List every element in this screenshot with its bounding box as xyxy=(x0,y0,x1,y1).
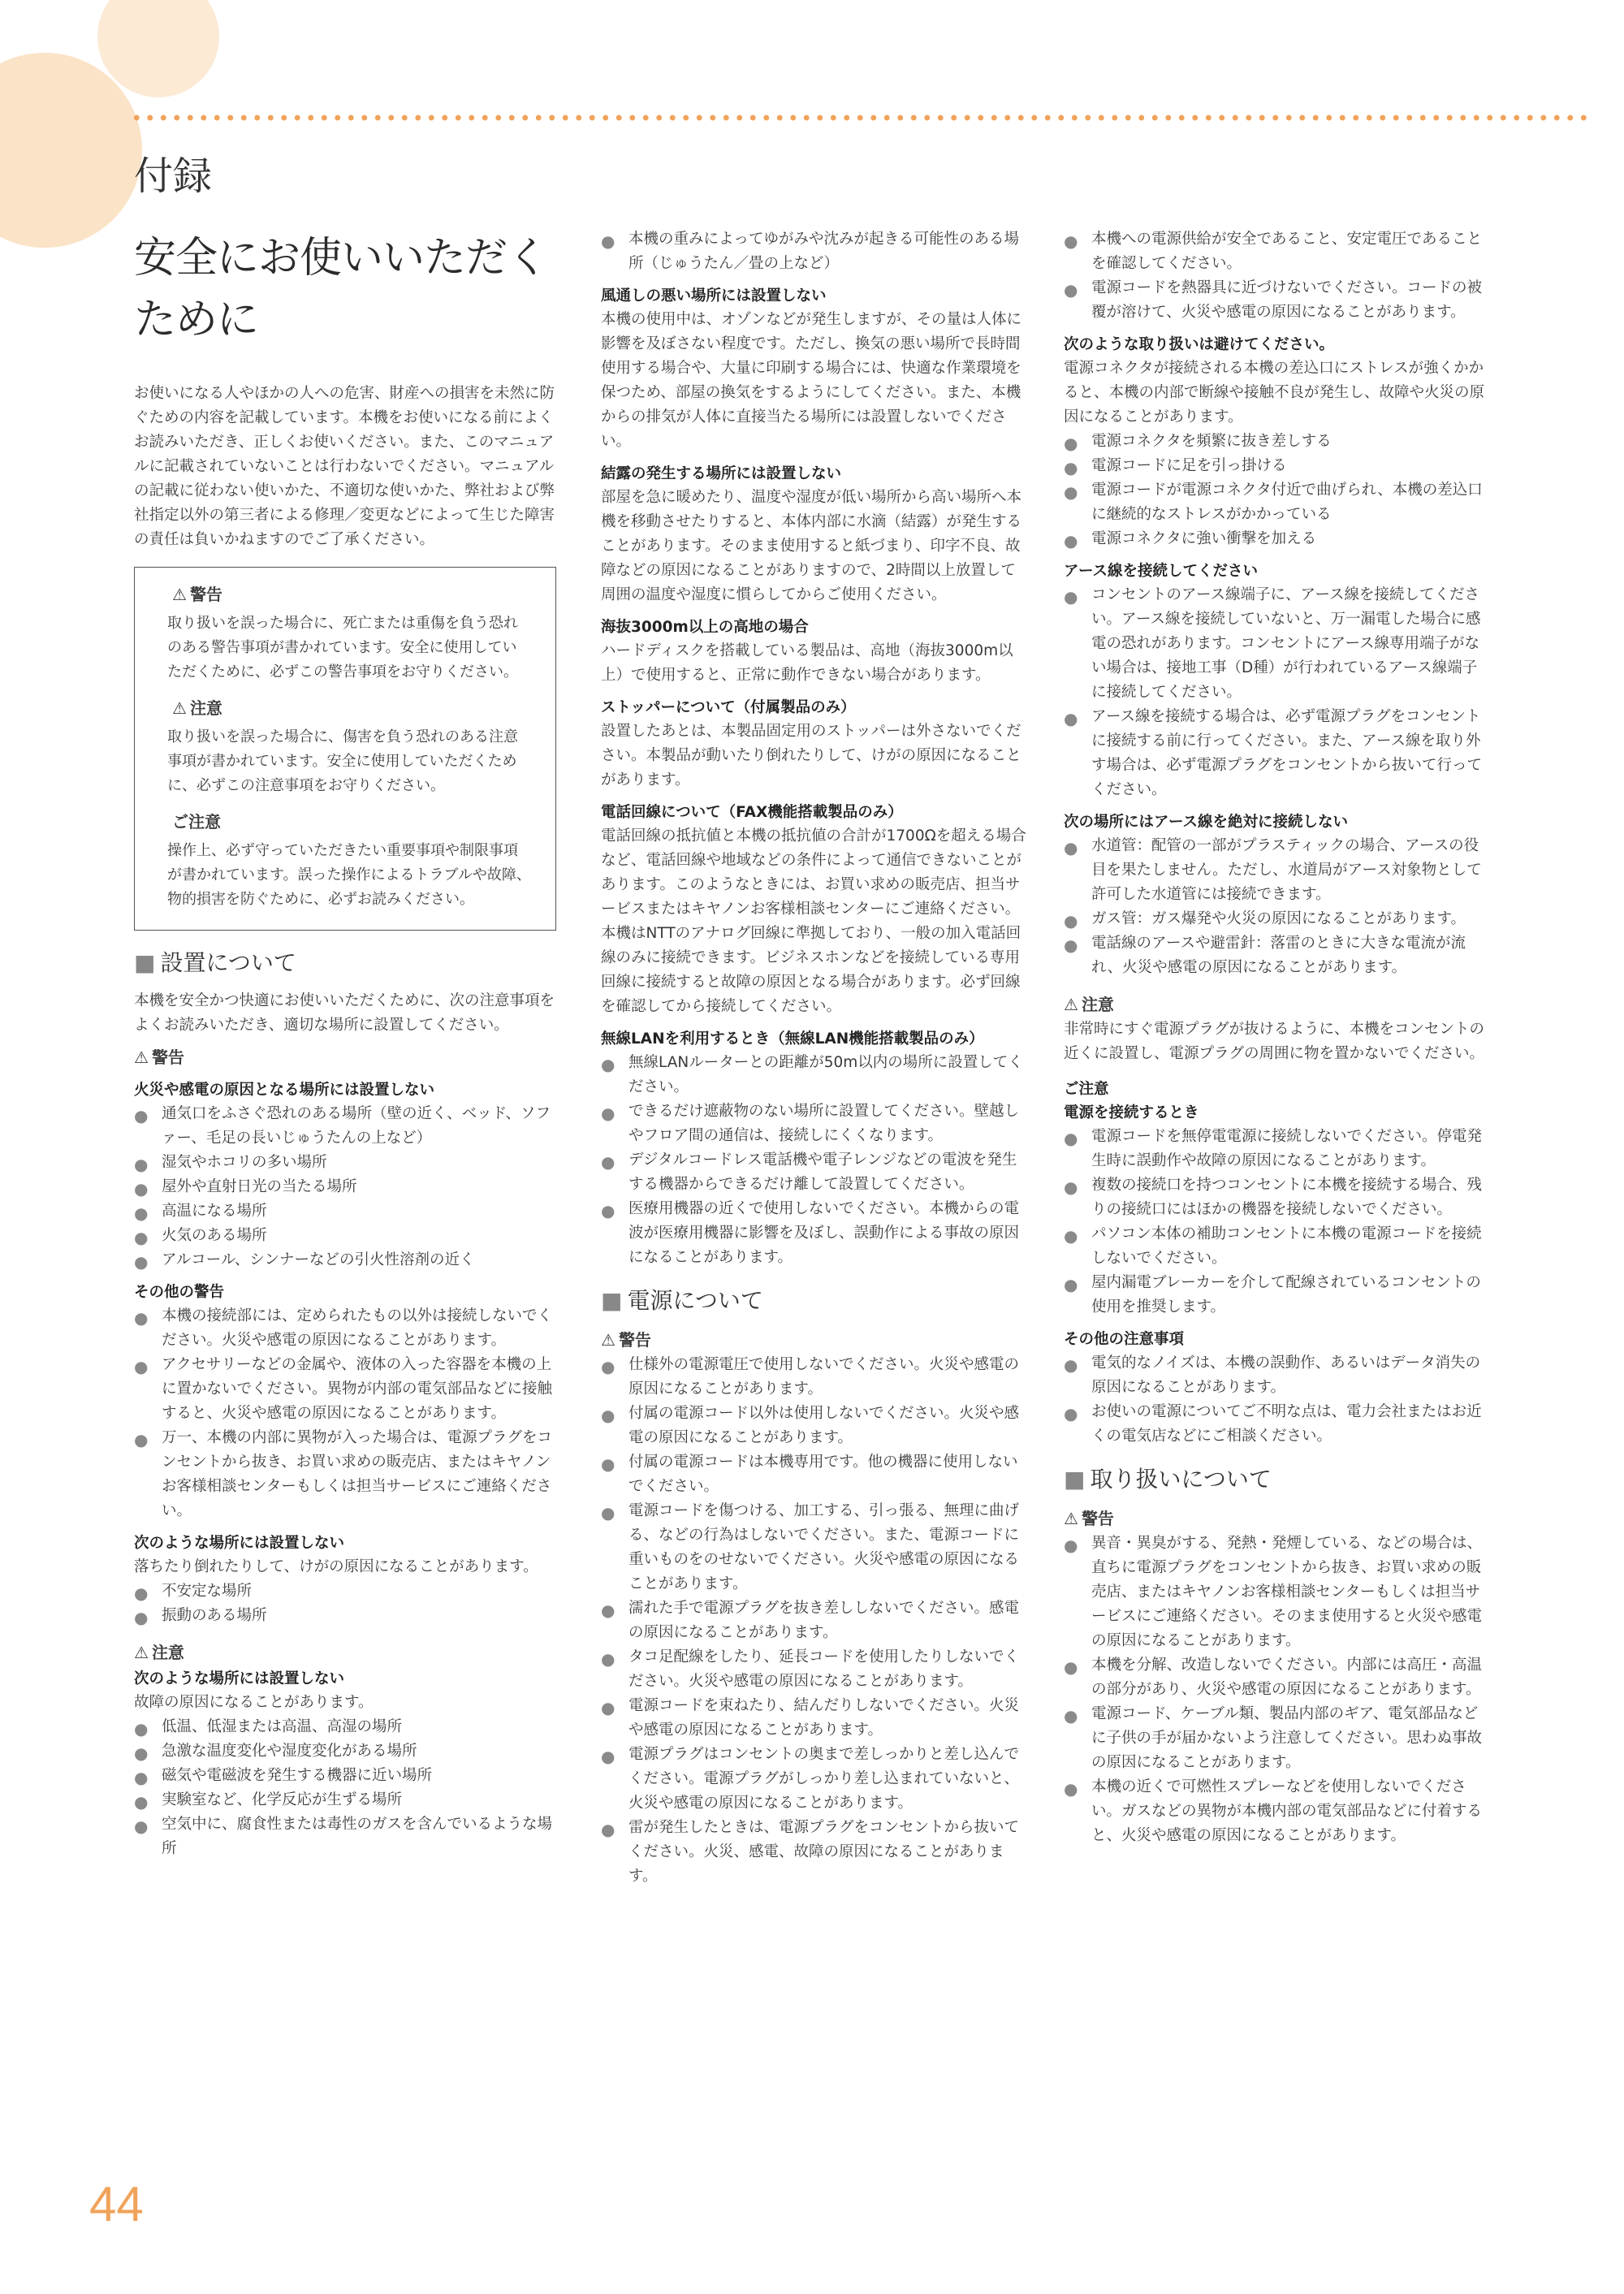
bullet-icon: ● xyxy=(1064,709,1078,728)
list-item: ● 本機を分解、改造しないでください。内部には高圧・高温の部分があり、火災や感電の原因になることがあります。 xyxy=(1064,1657,1483,1698)
bullet-icon: ● xyxy=(134,1179,149,1199)
install-intro: 本機を安全かつ快適にお使いいただくために、次の注意事項をよくお読みいただき、適切な場所に設置してください。 xyxy=(134,992,555,1034)
subheading: ストッパーについて（付属製品のみ） xyxy=(601,699,856,716)
warning-icon: ⚠ xyxy=(134,1048,149,1067)
bullet-icon: ● xyxy=(1064,1404,1078,1423)
bullet-icon: ● xyxy=(1064,1177,1078,1197)
bullet-icon: ● xyxy=(134,1430,149,1449)
subheading: 次の場所にはアース線を絶対に接続しない xyxy=(1064,814,1349,831)
body-text: 電話回線の抵抗値と本機の抵抗値の合計が1700Ωを超える場合など、電話回線や地域などの条件によって通信できないことがあります。このようなときには、お買い求めの販売店、担当サービスまたはキヤノンお客様相談センターにご連絡ください。本機はNTTのアナログ回線に準拠しており、一般の加入電話回線のみに接続できます。ビジネスホンなどを接続している専用回線に接続すると故障の原因となる場合があります。必ず回線を確認してから接続してください。 xyxy=(601,827,1026,1015)
subheading: 次のような場所には設置しない xyxy=(134,1535,345,1552)
subheading: 次のような取り扱いは避けてください。 xyxy=(1064,336,1335,353)
subheading: 結露の発生する場所には設置しない xyxy=(601,465,842,482)
bullet-list xyxy=(134,1102,556,1272)
legend-warning-text: 取り扱いを誤った場合に、死亡または重傷を負う恐れのある警告事項が書かれています。安全に使用していただくために、必ずこの警告事項をお守りください。 xyxy=(167,615,518,680)
bullet-icon: ● xyxy=(601,1357,615,1376)
body-text: 電源コネクタが接続される本機の差込口にストレスが強くかかると、本機の内部で断線や接触不良が発生し、故障や火災の原因になることがあります。 xyxy=(1064,360,1485,426)
list-item: ● 水道管：配管の一部がプラスティックの場合、アースの役目を果たしません。ただし、水道局がアース対象物として許可した水道管には接続できます。 xyxy=(1064,837,1482,903)
bullet-icon: ● xyxy=(1064,1355,1078,1375)
subheading: 風通しの悪い場所には設置しない xyxy=(601,287,827,305)
bullet-list xyxy=(134,1715,556,1861)
list-item: ● デジタルコードレス電話機や電子レンジなどの電波を発生する機器からできるだけ離して設置してください。 xyxy=(601,1151,1017,1193)
bullet-icon: ● xyxy=(601,1698,615,1717)
bullet-icon: ● xyxy=(1064,1275,1078,1294)
subheading: 無線LANを利用するとき（無線LAN機能搭載製品のみ） xyxy=(601,1030,984,1048)
section-heading-handling: ■ 取り扱いについて xyxy=(1064,1466,1272,1493)
bullet-list xyxy=(1064,430,1490,551)
warning-heading: ⚠ 警告 xyxy=(601,1327,1027,1353)
bullet-list xyxy=(1064,227,1490,325)
bullet-icon: ● xyxy=(134,1357,149,1376)
body-text: 本機の使用中は、オゾンなどが発生しますが、その量は人体に影響を及ぼさない程度です。ただし、換気の悪い場所で長時間使用する場合や、大量に印刷する場合には、快適な作業環境を保つため、部屋の換気をするようにしてください。また、本機からの排気が人体に直接当たる場所には設置しないでください。 xyxy=(601,311,1022,450)
list-item: ● 電源コネクタを頻繁に抜き差しする xyxy=(1064,430,1490,454)
bullet-icon: ● xyxy=(1064,911,1078,931)
bullet-icon: ● xyxy=(134,1155,149,1174)
list-item: ● 雷が発生したときは、電源プラグをコンセントから抜いてください。火災、感電、故障の原因になることがあります。 xyxy=(601,1819,1020,1885)
bullet-icon: ● xyxy=(601,1820,615,1839)
subheading: 次のような場所には設置しない xyxy=(134,1670,345,1687)
list-item: ● 電源コードを束ねたり、結んだりしないでください。火災や感電の原因になることがあります。 xyxy=(601,1697,1020,1739)
list-item: ● 高温になる場所 xyxy=(134,1199,556,1224)
list-item: ● アース線を接続する場合は、必ず電源プラグをコンセントに接続する前に行ってください。また、アース線を取り外す場合は、必ず電源プラグをコンセントから抜いて行ってください。 xyxy=(1064,708,1483,798)
section-heading-power: ■ 電源について xyxy=(601,1287,763,1314)
warning-icon: ⚠ xyxy=(172,585,187,604)
list-item: ● 急激な温度変化や湿度変化がある場所 xyxy=(134,1739,556,1764)
body-text: ハードディスクを搭載している製品は、高地（海抜3000m以上）で使用すると、正常に動作できない場合があります。 xyxy=(601,642,1013,684)
subheading: 電源を接続するとき xyxy=(1064,1104,1199,1121)
list-item: ● 複数の接続口を持つコンセントに本機を接続する場合、残りの接続口にはほかの機器を接続しないでください。 xyxy=(1064,1177,1483,1218)
page-number: 44 xyxy=(89,2177,144,2231)
bullet-list xyxy=(601,1353,1027,1889)
bullet-icon: ● xyxy=(601,1406,615,1425)
body-text: 非常時にすぐ電源プラグが抜けるように、本機をコンセントの近くに設置し、電源プラグの周囲に物を置かないでください。 xyxy=(1064,1021,1485,1062)
list-item: ● 本機の近くで可燃性スプレーなどを使用しないでください。ガスなどの異物が本機内部の電気部品などに付着すると、火災や感電の原因になることがあります。 xyxy=(1064,1778,1483,1844)
bullet-icon: ● xyxy=(134,1768,149,1787)
list-item: ● 濡れた手で電源プラグを抜き差ししないでください。感電の原因になることがあります。 xyxy=(601,1600,1020,1641)
list-item: ● 仕様外の電源電圧で使用しないでください。火災や感電の原因になることがあります。 xyxy=(601,1356,1020,1398)
list-item: ● 火気のある場所 xyxy=(134,1224,556,1248)
list-item: ● 実験室など、化学反応が生ずる場所 xyxy=(134,1788,556,1812)
list-item: ● 無線LANルーターとの距離が50m以内の場所に設置してください。 xyxy=(601,1054,1023,1095)
square-icon: ■ xyxy=(1064,1466,1086,1493)
warning-icon: ⚠ xyxy=(172,698,187,718)
legend-warning-heading: ⚠ 警告 xyxy=(167,582,531,607)
list-item: ● 電源コードを無停電電源に接続しないでください。停電発生時に誤動作や故障の原因になることがあります。 xyxy=(1064,1128,1483,1169)
bullet-icon: ● xyxy=(601,231,615,251)
bullet-list xyxy=(1064,583,1490,802)
list-item: ● アクセサリーなどの金属や、液体の入った容器を本機の上に置かないでください。異物が内部の電気部品などに接触すると、火災や感電の原因になることがあります。 xyxy=(134,1356,553,1422)
list-item: ● タコ足配線をしたり、延長コードを使用したりしないでください。火災や感電の原因になることがあります。 xyxy=(601,1648,1020,1690)
list-item: ● 付属の電源コードは本機専用です。他の機器に使用しないでください。 xyxy=(601,1454,1018,1495)
list-item: ● 異音・異臭がする、発熱・発煙している、などの場合は、直ちに電源プラグをコンセントから抜き、お買い求めの販売店、またはキヤノンお客様相談センターもしくは担当サービスにご連絡ください。そのまま使用すると火災や感電の原因になることがあります。 xyxy=(1064,1535,1483,1649)
body-text: 設置したあとは、本製品固定用のストッパーは外さないでください。本製品が動いたり倒れたりして、けがの原因になることがあります。 xyxy=(601,723,1021,788)
bullet-icon: ● xyxy=(134,1203,149,1223)
bullet-icon: ● xyxy=(1064,531,1078,551)
list-item: ● 電源コードを熱器具に近づけないでください。コードの被覆が溶けて、火災や感電の原因になることがあります。 xyxy=(1064,279,1483,321)
bullet-icon: ● xyxy=(601,1055,615,1074)
note-heading: ご注意 xyxy=(1064,1081,1109,1098)
list-item: ● 屋内漏電ブレーカーを介して配線されているコンセントの使用を推奨します。 xyxy=(1064,1274,1481,1315)
bullet-icon: ● xyxy=(601,1649,615,1669)
bullet-list xyxy=(1064,1531,1490,1848)
list-item: ● 本機の接続部には、定められたもの以外は接続しないでください。火災や感電の原因になることがあります。 xyxy=(134,1307,553,1349)
bullet-icon: ● xyxy=(1064,280,1078,300)
bullet-icon: ● xyxy=(601,1601,615,1620)
subheading: その他の警告 xyxy=(134,1284,225,1301)
bullet-icon: ● xyxy=(1064,1129,1078,1148)
list-item: ● 医療用機器の近くで使用しないでください。本機からの電波が医療用機器に影響を及ぼし、誤動作による事故の原因になることがあります。 xyxy=(601,1200,1020,1266)
legend-caution-heading: ⚠ 注意 xyxy=(167,696,531,720)
list-item: ● 電源コードを傷つける、加工する、引っ張る、無理に曲げる、などの行為はしないでください。また、電源コードに重いものをのせないでください。火災や感電の原因になることがあります。 xyxy=(601,1502,1020,1592)
list-item: ● 本機への電源供給が安全であること、安定電圧であることを確認してください。 xyxy=(1064,231,1483,272)
bullet-icon: ● xyxy=(134,1608,149,1627)
section-label: 付録 xyxy=(134,153,213,199)
list-item: ● コンセントのアース線端子に、アース線を接続してください。アース線を接続していないと、万一漏電した場合に感電の恐れがあります。コンセントにアース線専用端子がない場合は、接地工事（D種）が行われているアース線端子に接続してください。 xyxy=(1064,586,1481,701)
bullet-icon: ● xyxy=(601,1747,615,1766)
list-item: ● 磁気や電磁波を発生する機器に近い場所 xyxy=(134,1764,556,1788)
bullet-icon: ● xyxy=(134,1743,149,1763)
list-item: ● 振動のある場所 xyxy=(134,1604,556,1628)
bullet-icon: ● xyxy=(1064,231,1078,251)
list-item: ● 付属の電源コード以外は使用しないでください。火災や感電の原因になることがあります。 xyxy=(601,1405,1020,1446)
bullet-icon: ● xyxy=(134,1106,149,1125)
warning-heading: ⚠ 警告 xyxy=(134,1044,556,1070)
list-item: ● 電話線のアースや避雷針：落雷のときに大きな電流が流れ、火災や感電の原因になることがあります。 xyxy=(1064,935,1466,976)
bullet-icon: ● xyxy=(134,1792,149,1812)
list-item: ● 不安定な場所 xyxy=(134,1579,556,1604)
dotted-divider xyxy=(130,114,1592,122)
bullet-list xyxy=(1064,1351,1490,1449)
body-text: 落ちたり倒れたりして、けがの原因になることがあります。 xyxy=(134,1558,538,1575)
bullet-list xyxy=(1064,1125,1490,1320)
list-item: ● 電源コネクタに強い衝撃を加える xyxy=(1064,527,1490,551)
bullet-icon: ● xyxy=(134,1719,149,1739)
subheading: 海抜3000m以上の高地の場合 xyxy=(601,619,809,636)
list-item: ● 電源コードが電源コネクタ付近で曲げられ、本機の差込口に継続的なストレスがかかっている xyxy=(1064,482,1483,523)
bullet-icon: ● xyxy=(1064,458,1078,477)
bullet-icon: ● xyxy=(134,1583,149,1603)
bullet-icon: ● xyxy=(601,1104,615,1123)
bullet-icon: ● xyxy=(134,1228,149,1247)
list-item: ● 低温、低湿または高温、高湿の場所 xyxy=(134,1715,556,1739)
bullet-icon: ● xyxy=(1064,1779,1078,1799)
bullet-icon: ● xyxy=(601,1454,615,1474)
column-2 xyxy=(601,227,1027,1889)
bullet-icon: ● xyxy=(1064,482,1078,502)
list-item: ● 万一、本機の内部に異物が入った場合は、電源プラグをコンセントから抜き、お買い求めの販売店、またはキヤノンお客様相談センターもしくは担当サービスにご連絡ください。 xyxy=(134,1429,553,1519)
bullet-list xyxy=(134,1579,556,1628)
bullet-icon: ● xyxy=(134,1252,149,1272)
list-item: ● 電気的なノイズは、本機の誤動作、あるいはデータ消失の原因になることがあります。 xyxy=(1064,1354,1481,1396)
bullet-icon: ● xyxy=(1064,434,1078,453)
list-item: ● アルコール、シンナーなどの引火性溶剤の近く xyxy=(134,1248,556,1272)
bullet-icon: ● xyxy=(1064,587,1078,607)
caution-heading: ⚠ 注意 xyxy=(1064,991,1490,1017)
intro-text: お使いになる人やほかの人への危害、財産への損害を未然に防ぐための内容を記載しています。本機をお使いになる前によくお読みいただき、正しくお使いください。また、このマニュアルに記載されていないことは行わないでください。マニュアルの記載に従わない使いかた、不適切な使いかた、弊社および弊社指定以外の第三者による修理／変更などによって生じた障害の責任は負いかねますのでご了承ください。 xyxy=(134,385,555,548)
legend-box xyxy=(134,567,556,931)
bullet-icon: ● xyxy=(1064,838,1078,858)
subheading: 電話回線について（FAX機能搭載製品のみ） xyxy=(601,804,903,821)
square-icon: ■ xyxy=(134,949,156,976)
list-item: ● 電源プラグはコンセントの奥まで差しっかりと差し込んでください。電源プラグがしっかり差し込まれていないと、火災や感電の原因になることがあります。 xyxy=(601,1746,1020,1812)
list-item: ● 電源コード、ケーブル類、製品内部のギア、電気部品などに子供の手が届かないよう注意してください。思わぬ事故の原因になることがあります。 xyxy=(1064,1705,1483,1771)
legend-caution-text: 取り扱いを誤った場合に、傷害を負う恐れのある注意事項が書かれています。安全に使用していただくために、必ずこの注意事項をお守りください。 xyxy=(167,728,518,794)
column-3 xyxy=(1064,227,1490,1848)
warning-icon: ⚠ xyxy=(601,1330,615,1350)
bullet-icon: ● xyxy=(134,1308,149,1328)
list-item: ● 湿気やホコリの多い場所 xyxy=(134,1151,556,1175)
bullet-list xyxy=(601,227,1027,276)
bullet-list xyxy=(134,1304,556,1523)
bullet-list xyxy=(601,1051,1027,1270)
list-item: ● できるだけ遮蔽物のない場所に設置してください。壁越しやフロア間の通信は、接続しにくくなります。 xyxy=(601,1103,1020,1144)
warning-icon: ⚠ xyxy=(1064,995,1078,1014)
legend-note-heading: ご注意 xyxy=(172,812,221,832)
list-item: ● 本機の重みによってゆがみや沈みが起きる可能性のある場所（じゅうたん／畳の上など） xyxy=(601,231,1020,272)
list-item: ● 電源コードに足を引っ掛ける xyxy=(1064,454,1490,478)
list-item: ● 通気口をふさぐ恐れのある場所（壁の近く、ベッド、ソファー、毛足の長いじゅうたんの上など） xyxy=(134,1105,551,1147)
section-heading-install: ■ 設置について xyxy=(134,949,296,976)
body-text: 部屋を急に暖めたり、温度や湿度が低い場所から高い場所へ本機を移動させたりすると、本体内部に水滴（結露）が発生することがあります。そのまま使用すると紙づまり、印字不良、故障などの原因になることがありますので、2時間以上放置して周囲の温度や湿度に慣らしてからご使用ください。 xyxy=(601,489,1022,603)
bullet-icon: ● xyxy=(601,1201,615,1220)
subheading: その他の注意事項 xyxy=(1064,1331,1185,1348)
subheading: アース線を接続してください xyxy=(1064,563,1259,580)
list-item: ● お使いの電源についてご不明な点は、電力会社またはお近くの電気店などにご相談ください。 xyxy=(1064,1403,1482,1445)
bullet-icon: ● xyxy=(601,1152,615,1172)
bullet-icon: ● xyxy=(1064,935,1078,955)
list-item: ● パソコン本体の補助コンセントに本機の電源コードを接続しないでください。 xyxy=(1064,1225,1482,1267)
list-item: ● 空気中に、腐食性または毒性のガスを含んでいるような場所 xyxy=(134,1816,553,1857)
bullet-icon: ● xyxy=(1064,1706,1078,1726)
bullet-icon: ● xyxy=(601,1503,615,1523)
body-text: 故障の原因になることがあります。 xyxy=(134,1694,374,1711)
square-icon: ■ xyxy=(601,1287,623,1314)
legend-note-text: 操作上、必ず守っていただきたい重要事項や制限事項が書かれています。誤った操作によるトラブルや故障、物的損害を防ぐために、必ずお読みください。 xyxy=(167,842,531,908)
list-item: ● ガス管：ガス爆発や火災の原因になることがあります。 xyxy=(1064,907,1490,931)
bullet-icon: ● xyxy=(1064,1657,1078,1677)
bullet-icon: ● xyxy=(1064,1226,1078,1246)
caution-heading: ⚠ 注意 xyxy=(134,1639,556,1665)
list-item: ● 屋外や直射日光の当たる場所 xyxy=(134,1175,556,1199)
page-title: 安全にお使いいただくために xyxy=(134,234,549,344)
warning-heading: ⚠ 警告 xyxy=(1064,1506,1490,1531)
bullet-icon: ● xyxy=(1064,1536,1078,1555)
bullet-icon: ● xyxy=(134,1817,149,1836)
warning-icon: ⚠ xyxy=(134,1643,149,1662)
warning-icon: ⚠ xyxy=(1064,1509,1078,1528)
subheading: 火災や感電の原因となる場所には設置しない xyxy=(134,1082,435,1099)
bullet-list xyxy=(1064,834,1490,980)
column-1 xyxy=(134,227,556,1861)
